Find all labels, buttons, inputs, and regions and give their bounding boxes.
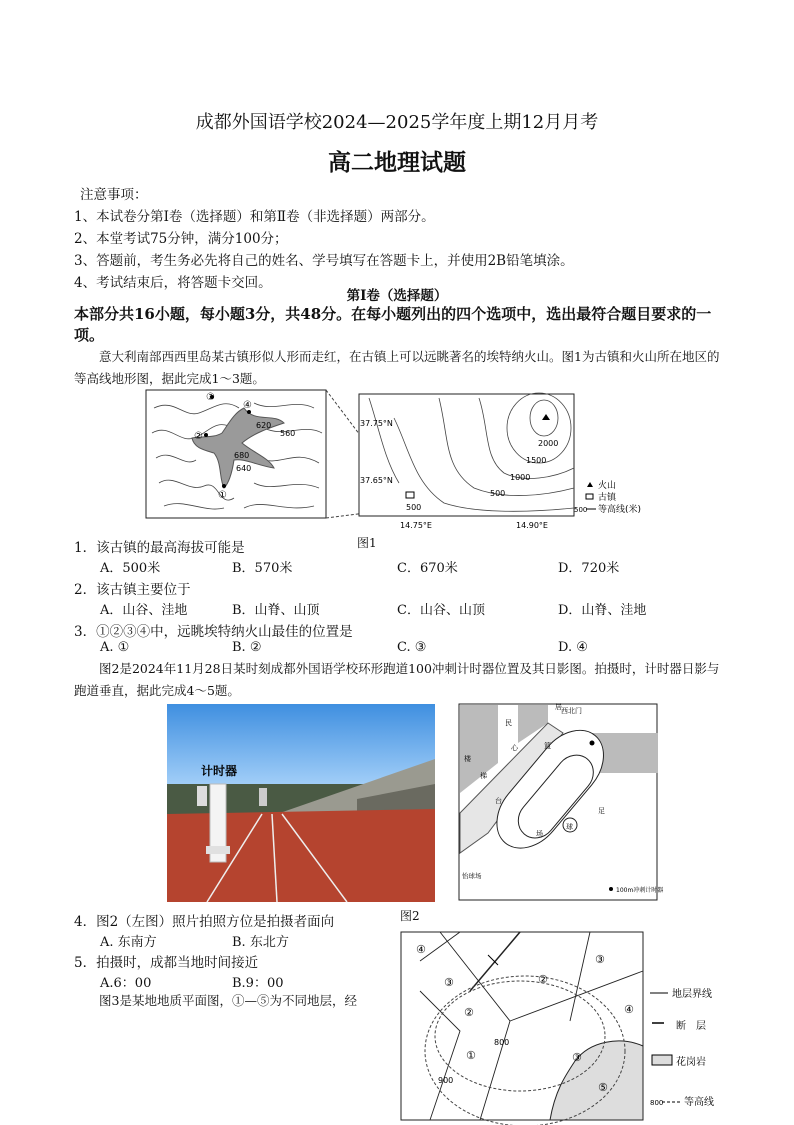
q4-option-b[interactable]: B. 东北方 [232,935,289,950]
fig3-layer-3b: ③ [444,976,454,989]
q2-option-b[interactable]: B．山脊、山顶 [232,603,320,618]
map-label-5: 梯 [480,772,487,780]
note-item-2: 2、本堂考试75分钟，满分100分； [74,231,288,247]
fig1-mark-4: ④ [243,400,252,411]
q5-option-b[interactable]: B.9：00 [232,976,284,991]
map-label-10: 球 [566,823,573,831]
map-label-1: 居 [555,703,562,711]
question-4-stem: 4．图2（左图）照片拍照方位是拍摄者面向 [74,914,335,930]
fig1-c560: 560 [280,429,296,438]
fig3-layer-4a: ④ [416,943,426,956]
fig1-legend-town: 古镇 [598,493,617,503]
fig1-lat1: 37.75°N [360,419,393,428]
q3-option-b[interactable]: B. ② [232,640,262,655]
question-3-stem: 3．①②③④中，远眺埃特纳火山最佳的位置是 [74,624,353,640]
fig1-lon1: 14.75°E [400,521,432,530]
fig1-c500b: 500 [406,503,422,512]
fig1-mark-1: ① [218,490,227,501]
fig1-lon2: 14.90°E [516,521,548,530]
passage-2: 图2是2024年11月28日某时刻成都外国语学校环形跑道100冲刺计时器位置及其日影图。拍摄时，计时器日影与跑道垂直，据此完成4～5题。 [74,661,720,698]
fig3-layer-5: ⑤ [598,1081,608,1094]
note-item-3: 3、答题前，考生务必先将自己的姓名、学号填写在答题卡上，并使用2B铅笔填涂。 [74,253,574,269]
q2-option-c[interactable]: C．山谷、山顶 [397,603,485,618]
map-label-4: 楼 [464,755,471,763]
section-instruction: 本部分共16小题，每小题3分，共48分。在每小题列出的四个选项中，选出最符合题目要求的一项。 [74,305,712,344]
map-label-11: 怡球场 [462,872,482,880]
fig1-legend-num: 500 [574,506,588,514]
passage-3: 图3是某地地质平面图，①—⑤为不同地层，经 [99,993,357,1008]
fig3-layer-3c: ③ [572,1051,582,1064]
q1-option-d[interactable]: D．720米 [558,561,620,576]
figure-2-map [458,703,664,901]
note-item-1: 1、本试卷分第Ⅰ卷（选择题）和第Ⅱ卷（非选择题）两部分。 [74,209,435,225]
exam-subtitle: 高二地理试题 [328,149,466,176]
q5-option-a[interactable]: A.6：00 [100,976,152,991]
fig1-c680: 680 [234,451,250,460]
figure-3 [400,931,730,1121]
q3-option-a[interactable]: A. ① [100,640,130,655]
fig3-layer-2b: ② [464,1006,474,1019]
map-label-6: 台 [495,797,502,805]
q3-option-d[interactable]: D. ④ [558,640,588,655]
notes-heading: 注意事项： [80,187,148,203]
fig1-c1500: 1500 [526,456,547,465]
map-label-2: 民 [505,719,512,727]
fig1-c2000: 2000 [538,439,559,448]
map-gate: 西北门 [561,707,582,715]
map-label-8: 场 [536,830,543,838]
fig3-layer-3a: ③ [595,953,605,966]
map-legend-timer: 100m冲刺计时器 [616,887,664,894]
passage-1: 意大利南部西西里岛某古镇形似人形而走红，在古镇上可以远眺著名的埃特纳火山。图1为古镇和火山所在地区的等高线地形图，据此完成1～3题。 [74,349,720,386]
question-2-stem: 2．该古镇主要位于 [74,582,191,598]
question-1-stem: 1．该古镇的最高海拔可能是 [74,540,245,556]
fig3-layer-4b: ④ [624,1003,634,1016]
photo-label-timer: 计时器 [201,764,238,778]
figure-1-caption: 图1 [357,536,377,550]
fig3-legend-granite: 花岗岩 [676,1057,706,1068]
fig3-layer-1: ① [466,1049,476,1062]
fig1-c620: 620 [256,421,272,430]
figure-2-caption: 图2 [400,909,420,923]
fig3-c900: 900 [438,1076,454,1085]
fig1-legend-volcano: 火山 [598,481,617,491]
note-item-4: 4、考试结束后，将答题卡交回。 [74,275,272,291]
fig1-lat2: 37.65°N [360,476,393,485]
fig1-legend-contour: 等高线(米) [598,505,642,515]
section-title: 第Ⅰ卷（选择题） [346,288,448,304]
q1-option-b[interactable]: B．570米 [232,561,293,576]
map-label-7: 篮 [544,742,551,750]
q2-option-d[interactable]: D．山脊、洼地 [558,603,647,618]
q2-option-a[interactable]: A．山谷、洼地 [100,603,188,618]
q1-option-c[interactable]: C．670米 [397,561,458,576]
q1-option-a[interactable]: A．500米 [100,561,161,576]
fig3-c800: 800 [494,1038,510,1047]
fig1-c500: 500 [490,489,506,498]
q4-option-a[interactable]: A. 东南方 [100,935,157,950]
fig3-legend-boundary: 地层界线 [672,989,712,1000]
exam-title: 成都外国语学校2024—2025学年度上期12月月考 [195,112,599,133]
figure-2-photo [167,704,435,902]
fig3-legend-num: 800 [650,1099,664,1107]
figure-1 [144,388,654,534]
fig1-mark-2: ② [194,431,203,442]
question-5-stem: 5．拍摄时，成都当地时间接近 [74,955,259,971]
map-label-9: 足 [598,807,605,815]
fig1-mark-3: ③ [206,392,215,403]
q3-option-c[interactable]: C. ③ [397,640,427,655]
fig1-c640: 640 [236,464,252,473]
fig1-c1000: 1000 [510,473,531,482]
fig3-legend-contour: 等高线 [684,1097,714,1108]
map-label-3: 心 [511,744,518,752]
fig3-legend-fault: 断 层 [676,1021,706,1032]
fig3-layer-2a: ② [538,973,548,986]
